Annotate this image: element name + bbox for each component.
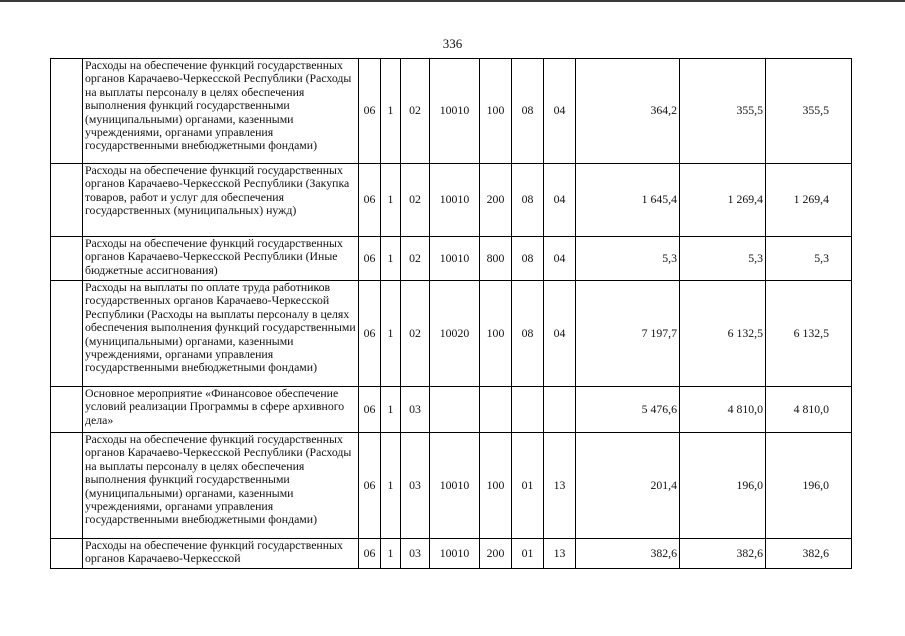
expense-type-code: 200 — [480, 539, 512, 569]
section-code: 08 — [512, 237, 544, 281]
expense-name: Расходы на обеспечение функций государственных органов Карачаево-Черкесской Республики (Закупка товаров, работ и услуг для обеспечения государственных (муниципальных) нужд) — [83, 164, 359, 237]
amount-year-3: 6 132,5 — [766, 281, 852, 387]
ministry-code: 06 — [359, 237, 381, 281]
program-code: 1 — [381, 387, 401, 433]
subprogram-code: 03 — [401, 539, 430, 569]
amount-year-2: 196,0 — [680, 433, 766, 539]
table-row — [51, 237, 852, 281]
section-code: 01 — [512, 433, 544, 539]
ministry-code: 06 — [359, 164, 381, 237]
row-index-cell — [51, 387, 83, 433]
amount-year-3: 196,0 — [766, 433, 852, 539]
amount-year-3: 4 810,0 — [766, 387, 852, 433]
ministry-code: 06 — [359, 387, 381, 433]
expense-name: Расходы на обеспечение функций государственных органов Карачаево-Черкесской Республики (Расходы на выплаты персоналу в целях обеспечения выполнения функций государственными (муниципальными) органами, казенными учреждениями, органами управления государственными внебюджетными фондами) — [83, 433, 359, 539]
ministry-code: 06 — [359, 281, 381, 387]
amount-year-2: 5,3 — [680, 237, 766, 281]
row-index-cell — [51, 433, 83, 539]
program-code: 1 — [381, 164, 401, 237]
section-code — [512, 387, 544, 433]
direction-code: 10010 — [430, 433, 480, 539]
amount-year-2: 382,6 — [680, 539, 766, 569]
expense-name: Расходы на выплаты по оплате труда работников государственных органов Карачаево-Черкесской Республики (Расходы на выплаты персоналу в целях обеспечения выполнения функций государственными (муниципальными) органами, казенными учреждениями, органами управления государственными внебюджетными фондами) — [83, 281, 359, 387]
subsection-code: 04 — [544, 281, 576, 387]
table-row — [51, 433, 852, 539]
direction-code: 10010 — [430, 164, 480, 237]
ministry-code: 06 — [359, 433, 381, 539]
amount-year-2: 6 132,5 — [680, 281, 766, 387]
expense-type-code: 100 — [480, 433, 512, 539]
subsection-code: 04 — [544, 59, 576, 164]
expense-name: Основное мероприятие «Финансовое обеспечение условий реализации Программы в сфере архивного дела» — [83, 387, 359, 433]
table-row — [51, 281, 852, 387]
page-number: 336 — [442, 36, 463, 51]
table-row — [51, 387, 852, 433]
amount-year-3: 5,3 — [766, 237, 852, 281]
section-code: 08 — [512, 59, 544, 164]
amount-year-1: 5,3 — [576, 237, 680, 281]
direction-code: 10010 — [430, 539, 480, 569]
amount-year-2: 355,5 — [680, 59, 766, 164]
direction-code: 10010 — [430, 59, 480, 164]
top-border-line — [0, 0, 905, 2]
amount-year-3: 1 269,4 — [766, 164, 852, 237]
table-row — [51, 164, 852, 237]
subsection-code: 13 — [544, 539, 576, 569]
table-row — [51, 59, 852, 164]
row-index-cell — [51, 539, 83, 569]
expense-type-code: 800 — [480, 237, 512, 281]
subprogram-code: 02 — [401, 281, 430, 387]
amount-year-1: 364,2 — [576, 59, 680, 164]
amount-year-1: 382,6 — [576, 539, 680, 569]
subsection-code — [544, 387, 576, 433]
row-index-cell — [51, 237, 83, 281]
amount-year-2: 1 269,4 — [680, 164, 766, 237]
expense-name: Расходы на обеспечение функций государственных органов Карачаево-Черкесской — [83, 539, 359, 569]
program-code: 1 — [381, 433, 401, 539]
row-index-cell — [51, 59, 83, 164]
section-code: 08 — [512, 164, 544, 237]
expense-type-code: 100 — [480, 281, 512, 387]
amount-year-2: 4 810,0 — [680, 387, 766, 433]
subsection-code: 04 — [544, 237, 576, 281]
expense-name: Расходы на обеспечение функций государственных органов Карачаево-Черкесской Республики (Расходы на выплаты персоналу в целях обеспечения выполнения функций государственными (муниципальными) органами, казенными учреждениями, органами управления государственными внебюджетными фондами) — [83, 59, 359, 164]
subprogram-code: 02 — [401, 164, 430, 237]
expense-type-code — [480, 387, 512, 433]
program-code: 1 — [381, 539, 401, 569]
expense-type-code: 200 — [480, 164, 512, 237]
program-code: 1 — [381, 237, 401, 281]
direction-code: 10010 — [430, 237, 480, 281]
ministry-code: 06 — [359, 59, 381, 164]
expense-type-code: 100 — [480, 59, 512, 164]
ministry-code: 06 — [359, 539, 381, 569]
expense-name: Расходы на обеспечение функций государственных органов Карачаево-Черкесской Республики (Иные бюджетные ассигнования) — [83, 237, 359, 281]
amount-year-1: 201,4 — [576, 433, 680, 539]
section-code: 08 — [512, 281, 544, 387]
direction-code — [430, 387, 480, 433]
amount-year-1: 1 645,4 — [576, 164, 680, 237]
subprogram-code: 02 — [401, 59, 430, 164]
row-index-cell — [51, 281, 83, 387]
section-code: 01 — [512, 539, 544, 569]
subsection-code: 13 — [544, 433, 576, 539]
table-row — [51, 539, 852, 569]
budget-table — [50, 58, 852, 569]
amount-year-1: 7 197,7 — [576, 281, 680, 387]
amount-year-3: 355,5 — [766, 59, 852, 164]
subprogram-code: 03 — [401, 387, 430, 433]
program-code: 1 — [381, 59, 401, 164]
subprogram-code: 03 — [401, 433, 430, 539]
row-index-cell — [51, 164, 83, 237]
direction-code: 10020 — [430, 281, 480, 387]
table-body — [51, 59, 852, 569]
amount-year-1: 5 476,6 — [576, 387, 680, 433]
subsection-code: 04 — [544, 164, 576, 237]
subprogram-code: 02 — [401, 237, 430, 281]
program-code: 1 — [381, 281, 401, 387]
amount-year-3: 382,6 — [766, 539, 852, 569]
